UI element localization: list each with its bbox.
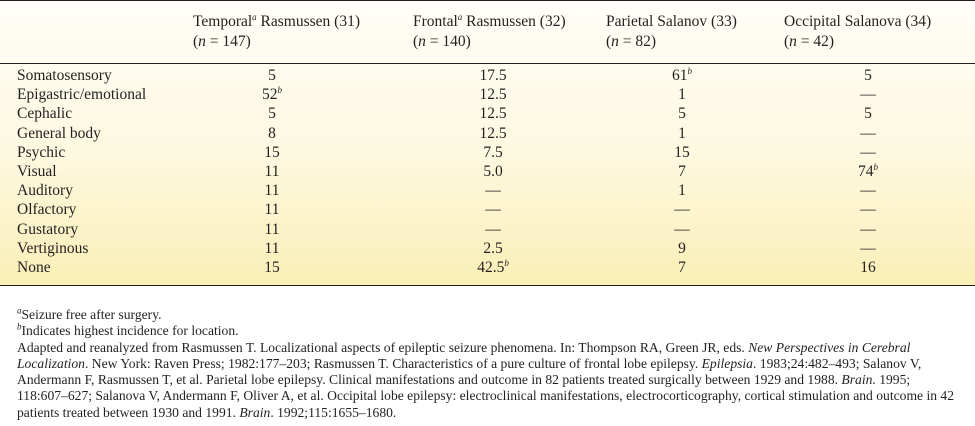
table-row <box>0 239 975 258</box>
footnote-b: $^b$Indicates highest incidence for location. <box>17 321 239 339</box>
column-header-frontal: Frontal$^a$ Rasmussen (32) (n = 140) <box>413 11 566 50</box>
cell-parietal: 1 <box>678 124 686 142</box>
n-label: n <box>198 33 206 50</box>
cell-frontal: — <box>485 182 501 200</box>
cell-frontal: — <box>485 201 501 219</box>
cell-frontal: 5.0 <box>483 162 503 180</box>
cell-temporal: 11 <box>264 220 280 238</box>
column-author: Salanov (33) <box>653 13 737 30</box>
n-label: n <box>418 33 426 50</box>
cell-temporal: 11 <box>264 162 280 180</box>
table-row <box>0 66 975 85</box>
cell-temporal: 8 <box>268 124 276 142</box>
cell-parietal: 7 <box>678 258 686 276</box>
cell-temporal: 52$^b$ <box>262 85 282 104</box>
cell-occipital: — <box>860 86 876 104</box>
table-row <box>0 181 975 200</box>
table-row <box>0 104 975 123</box>
cell-temporal: 11 <box>264 201 280 219</box>
table-row <box>0 124 975 143</box>
cell-temporal: 11 <box>264 182 280 200</box>
cell-parietal: 61$^b$ <box>672 65 692 84</box>
row-label: None <box>17 258 51 276</box>
cell-occipital: — <box>860 201 876 219</box>
source-citation: Adapted and reanalyzed from Rasmussen T. Localizational aspects of epileptic seizure phenomena. In: Thompson RA, Green JR, eds. New Perspectives in Cerebral Localization. New York: Raven Press; 1982:177–203; Rasmussen T. Characteristics of a pure culture of frontal lobe epilepsy. Epilepsia. 1983;24:482–493; Salanov V, Andermann F, Rasmussen T, et al. Parietal lobe epilepsy. Clinical manifestations and outcome in 82 patients treated surgically between 1929 and 1988. Brain. 1995; 118:607–627; Salanova V, Andermann F, Oliver A, et al. Occipital lobe epilepsy: electroclinical manifestations, electrocorticography, cortical stimulation and outcome in 42 patients treated between 1930 and 1991. Brain. 1992;115:1655–1680. <box>17 339 955 420</box>
footnote-a: $^a$Seizure free after surgery. <box>17 305 162 322</box>
column-author: Rasmussen (32) <box>462 13 566 30</box>
n-value: = 42) <box>796 33 835 50</box>
column-author: Rasmussen (31) <box>256 13 360 30</box>
column-name: Occipital <box>784 13 841 30</box>
cell-temporal: 15 <box>264 143 280 161</box>
row-label: Psychic <box>17 143 66 161</box>
column-header-temporal: Temporal$^a$ Rasmussen (31) (n = 147) <box>193 11 360 50</box>
n-label: n <box>611 33 619 50</box>
table-row <box>0 220 975 239</box>
column-header-occipital: Occipital Salanova (34) (n = 42) <box>784 13 932 50</box>
cell-occipital: — <box>860 182 876 200</box>
table-body <box>0 66 975 277</box>
table-row <box>0 162 975 181</box>
table-row <box>0 200 975 219</box>
table-bottom-rule <box>0 285 975 286</box>
cell-occipital: — <box>860 239 876 257</box>
cell-temporal: 5 <box>268 105 276 123</box>
cell-frontal: 12.5 <box>479 86 507 104</box>
cell-parietal: 5 <box>678 105 686 123</box>
row-label: Somatosensory <box>17 67 112 84</box>
table-top-rule <box>0 0 975 1</box>
cell-occipital: 74$^b$ <box>858 161 878 180</box>
cell-frontal: 42.5$^b$ <box>477 257 509 276</box>
n-value: = 140) <box>425 33 471 50</box>
table-row <box>0 143 975 162</box>
cell-parietal: 1 <box>678 182 686 200</box>
cell-parietal: — <box>674 220 690 238</box>
cell-occipital: 16 <box>860 258 876 276</box>
cell-occipital: 5 <box>864 67 872 84</box>
row-label: Gustatory <box>17 220 79 238</box>
cell-temporal: 11 <box>264 239 280 257</box>
cell-parietal: 9 <box>678 239 686 257</box>
table-row <box>0 258 975 277</box>
column-name: Parietal <box>606 13 654 30</box>
cell-parietal: 1 <box>678 86 686 104</box>
cell-occipital: — <box>860 143 876 161</box>
cell-occipital: — <box>860 220 876 238</box>
cell-temporal: 15 <box>264 258 280 276</box>
n-label: n <box>789 33 797 50</box>
row-label: Epigastric/emotional <box>17 86 147 104</box>
n-value: = 147) <box>205 33 251 50</box>
column-name: Temporal <box>193 13 253 30</box>
row-label: General body <box>17 124 101 142</box>
row-label: Visual <box>17 162 57 180</box>
cell-frontal: 17.5 <box>479 67 507 84</box>
footnote-mark: a <box>252 11 257 22</box>
column-header-parietal: Parietal Salanov (33) (n = 82) <box>606 13 737 50</box>
cell-parietal: 7 <box>678 162 686 180</box>
cell-parietal: 15 <box>674 143 690 161</box>
table-footnotes <box>17 307 962 421</box>
cell-frontal: 2.5 <box>483 239 503 257</box>
table-header-rule <box>0 63 975 64</box>
n-value: = 82) <box>618 33 657 50</box>
cell-occipital: 5 <box>864 105 872 123</box>
cell-frontal: 12.5 <box>479 124 507 142</box>
cell-temporal: 5 <box>268 67 276 84</box>
row-label: Auditory <box>17 182 73 200</box>
row-label: Cephalic <box>17 105 73 123</box>
cell-occipital: — <box>860 124 876 142</box>
table-row <box>0 85 975 104</box>
cell-frontal: 7.5 <box>483 143 503 161</box>
cell-frontal: — <box>485 220 501 238</box>
row-label: Olfactory <box>17 201 77 219</box>
column-name: Frontal <box>413 13 458 30</box>
footnote-mark: a <box>457 11 463 22</box>
row-label: Vertiginous <box>17 239 89 257</box>
cell-parietal: — <box>674 201 690 219</box>
cell-frontal: 12.5 <box>479 105 507 123</box>
column-author: Salanova (34) <box>840 13 932 30</box>
